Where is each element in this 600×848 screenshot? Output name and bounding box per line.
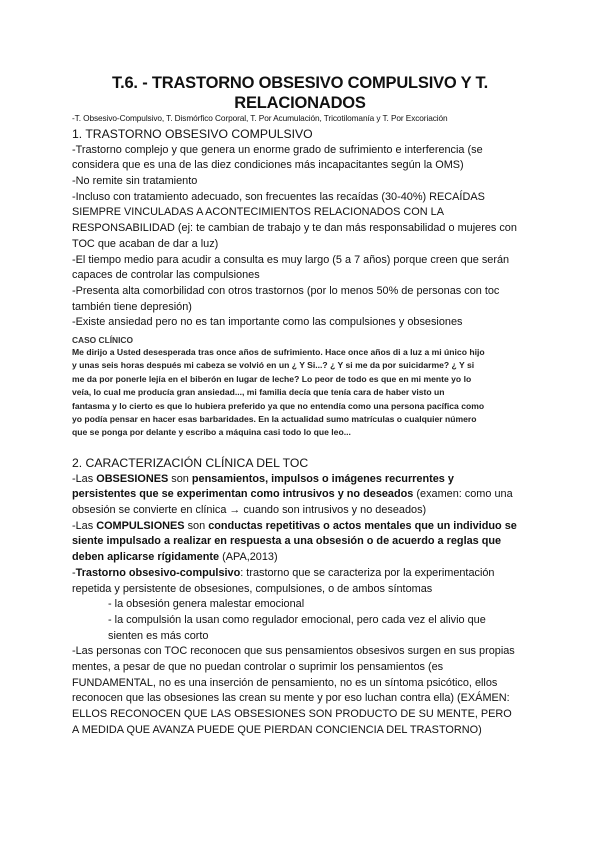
- text-segment: - la obsesión genera malestar emocional: [108, 598, 305, 611]
- clinical-case-line: Me dirijo a Usted desesperada tras once años de sufrimiento. Hace once años di a luz a mi único hijo: [72, 347, 485, 357]
- text-line: [72, 550, 542, 566]
- text-line: [72, 237, 542, 253]
- text-line: [72, 205, 542, 221]
- document-title: [60, 73, 540, 113]
- text-line: [72, 143, 542, 159]
- text-line: [72, 487, 542, 503]
- title-line: T.6. - TRASTORNO OBSESIVO COMPULSIVO Y T.: [112, 74, 488, 92]
- bold-text: conductas repetitivas o actos mentales que un individuo se: [208, 519, 517, 532]
- bold-text: COMPULSIONES: [96, 519, 185, 532]
- text-segment: también tiene depresión): [72, 300, 192, 313]
- bold-text: siente impulsado a realizar en respuesta a una obsesión o de acuerdo a reglas que: [72, 535, 502, 548]
- clinical-case-line: veía, lo cual me producía gran ansiedad..., mi familia decía que tenía cara de haber visto un: [72, 387, 445, 398]
- clinical-case-heading: CASO CLÍNICO: [72, 335, 133, 345]
- text-line: [72, 519, 542, 535]
- text-segment: -: [72, 566, 76, 579]
- text-line: [72, 268, 542, 284]
- text-line: [72, 534, 542, 550]
- text-segment: ELLOS RECONOCEN QUE LAS OBSESIONES SON PRODUCTO DE SU MENTE, PERO: [72, 708, 512, 721]
- text-segment: -Presenta alta comorbilidad con otros trastornos (por lo menos 50% de personas con toc: [72, 284, 500, 297]
- text-segment: obsesión se convierte en clínica → cuando son intrusivos y no deseados): [72, 504, 427, 516]
- text-line: [72, 503, 542, 519]
- text-line: [72, 190, 542, 206]
- clinical-case-line: me da por ponerle lejía en el biberón en lugar de leche? Lo peor de todo es que en mi mente yo lo: [72, 373, 472, 384]
- text-segment: mentes, a pesar de que no puedan controlar o suprimir los pensamientos (es: [72, 661, 444, 674]
- text-segment: son: [184, 519, 209, 532]
- title-line: RELACIONADOS: [234, 94, 366, 112]
- text-line: [72, 629, 542, 645]
- section-1-heading: 1. TRASTORNO OBSESIVO COMPULSIVO: [72, 127, 313, 141]
- text-segment: repetida y persistente de obsesiones, compulsiones, o de ambos síntomas: [72, 582, 433, 595]
- bold-text: persistentes que se experimentan como intrusivos y no deseados: [72, 488, 414, 501]
- text-line: [72, 597, 542, 613]
- text-segment: -Las: [72, 472, 97, 485]
- text-line: [72, 174, 542, 190]
- text-segment: -El tiempo medio para acudir a consulta es muy largo (5 a 7 años) porque creen que serán: [72, 253, 510, 266]
- text-segment: (APA,2013): [219, 551, 278, 564]
- text-line: [72, 691, 542, 707]
- text-segment: SIEMPRE VINCULADAS A ACONTECIMIENTOS RELACIONADOS CON LA: [72, 206, 444, 219]
- text-segment: -Las: [72, 519, 97, 532]
- text-segment: son: [168, 472, 192, 485]
- text-line: [72, 582, 542, 598]
- text-line: [72, 158, 542, 174]
- section-2-body: [72, 472, 542, 739]
- clinical-case-line: que se ponga por delante y escribo a máquina casi todo lo que leo...: [72, 427, 351, 438]
- subtitle: -T. Obsesivo-Compulsivo, T. Dismórfico Corporal, T. Por Acumulación, Tricotilomanía y T. Por Excoriación: [72, 113, 448, 123]
- clinical-case: [72, 334, 542, 440]
- text-segment: TOC que acaban de dar a luz): [72, 237, 219, 250]
- text-segment: -Existe ansiedad pero no es tan importante como las compulsiones y obsesiones: [72, 316, 463, 329]
- text-segment: - la compulsión la usan como regulador emocional, pero cada vez el alivio que: [108, 613, 486, 626]
- clinical-case-line: y unas seis horas después mi cabeza se volvió en un ¿ Y Si...? ¿ Y si me da por suicidarme? ¿ Y si: [72, 360, 475, 371]
- section-2: [72, 456, 542, 739]
- text-segment: -Incluso con tratamiento adecuado, son frecuentes las recaídas (30-40%) RECAÍDAS: [72, 190, 485, 203]
- text-segment: RESPONSABILIDAD (ej: te cambian de trabajo y te dan más responsabilidad o mujeres con: [72, 222, 517, 235]
- text-segment: reconocen que las obsesiones las crean su mente y por eso luchan contra ella) (EXÁMEN:: [72, 692, 510, 705]
- text-line: [72, 472, 542, 488]
- text-line: [72, 315, 542, 331]
- text-segment: -Trastorno complejo y que genera un enorme grado de sufrimiento e interferencia (se: [72, 143, 483, 156]
- text-segment: (examen: como una: [413, 488, 513, 501]
- bold-text: deben aplicarse rígidamente: [72, 551, 220, 564]
- text-line: [72, 253, 542, 269]
- text-line: [72, 284, 542, 300]
- clinical-case-line: yo podía pensar en hacer esas barbaridades. En la actualidad sumo matrículas o cualquier número: [72, 414, 477, 425]
- text-line: [72, 707, 542, 723]
- bold-text: pensamientos, impulsos o imágenes recurrentes y: [191, 472, 454, 485]
- text-segment: sienten es más corto: [108, 629, 209, 642]
- text-segment: A MEDIDA QUE AVANZA PUEDE QUE PIERDAN CONCIENCIA DEL TRASTORNO): [72, 723, 482, 736]
- clinical-case-body: [72, 346, 542, 440]
- text-segment: considera que es una de las diez condiciones más incapacitantes según la OMS): [72, 159, 464, 172]
- section-1: [72, 127, 542, 331]
- bold-text: Trastorno obsesivo-compulsivo: [75, 566, 241, 579]
- text-segment: capaces de controlar las compulsiones: [72, 269, 260, 282]
- section-2-heading: 2. CARACTERIZACIÓN CLÍNICA DEL TOC: [72, 456, 309, 470]
- text-line: [72, 221, 542, 237]
- clinical-case-line: fantasma y lo cierto es que lo hubiera preferido ya que no entendía como una persona pacífica como: [72, 400, 485, 411]
- bold-text: OBSESIONES: [96, 472, 169, 485]
- text-segment: -No remite sin tratamiento: [72, 175, 198, 187]
- text-line: [72, 613, 542, 629]
- text-line: [72, 644, 542, 660]
- text-segment: : trastorno que se caracteriza por la experimentación: [240, 566, 495, 579]
- text-line: [72, 566, 542, 582]
- text-segment: FUNDAMENTAL, no es una inserción de pensamiento, no es un síntoma psicótico, ellos: [72, 676, 498, 689]
- text-line: [72, 300, 542, 316]
- section-1-body: [72, 143, 542, 331]
- text-line: [72, 723, 542, 739]
- text-line: [72, 676, 542, 692]
- text-line: [72, 660, 542, 676]
- text-segment: -Las personas con TOC reconocen que sus pensamientos obsesivos surgen en sus propias: [72, 645, 515, 658]
